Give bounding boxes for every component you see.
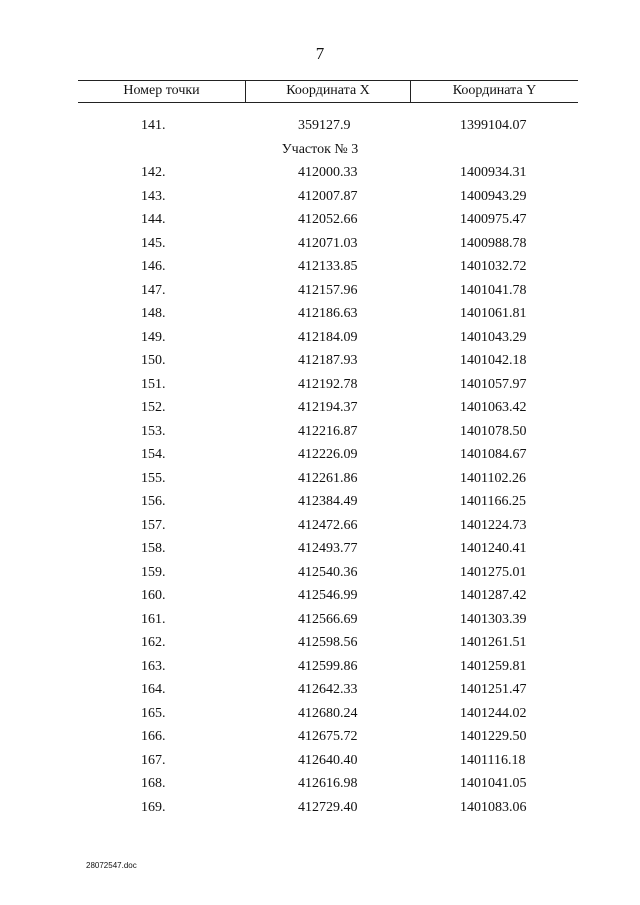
table-row bbox=[0, 255, 640, 279]
table-row bbox=[0, 420, 640, 444]
point-number: 166. bbox=[141, 729, 166, 744]
coordinate-x: 412261.86 bbox=[298, 470, 358, 486]
point-number: 160. bbox=[141, 588, 166, 603]
table-row bbox=[0, 725, 640, 749]
coordinate-y: 1401303.39 bbox=[460, 611, 527, 627]
coordinate-x: 412598.56 bbox=[298, 635, 358, 650]
point-number: 149. bbox=[141, 329, 166, 345]
point-number: 169. bbox=[141, 799, 166, 815]
coordinate-x: 412472.66 bbox=[298, 517, 358, 533]
point-number: 152. bbox=[141, 400, 166, 415]
point-number: 153. bbox=[141, 423, 166, 439]
coordinate-y: 1401078.50 bbox=[460, 423, 527, 439]
point-number: 145. bbox=[141, 235, 166, 251]
coordinate-y: 1401102.26 bbox=[460, 470, 526, 486]
coordinate-x: 412184.09 bbox=[298, 329, 358, 345]
point-number: 155. bbox=[141, 470, 166, 486]
point-number: 162. bbox=[141, 635, 166, 650]
document-footer: 28072547.doc bbox=[86, 861, 137, 870]
table-row bbox=[0, 326, 640, 350]
point-number: 141. bbox=[141, 118, 166, 133]
coordinate-y: 1401287.42 bbox=[460, 588, 527, 603]
coordinate-y: 1401229.50 bbox=[460, 729, 527, 744]
coordinate-x: 412000.33 bbox=[298, 165, 358, 180]
point-number: 164. bbox=[141, 682, 166, 697]
point-number: 148. bbox=[141, 306, 166, 321]
coordinate-y: 1399104.07 bbox=[460, 118, 527, 133]
coordinate-x: 412384.49 bbox=[298, 494, 358, 509]
table-header bbox=[78, 80, 578, 103]
coordinate-x: 412216.87 bbox=[298, 423, 358, 439]
table-row bbox=[0, 467, 640, 491]
header-coordinate-y: Координата Y bbox=[410, 81, 578, 102]
coordinate-y: 1401224.73 bbox=[460, 517, 527, 533]
coordinate-y: 1401043.29 bbox=[460, 329, 527, 345]
point-number: 159. bbox=[141, 564, 166, 580]
table-row bbox=[0, 702, 640, 726]
table-row bbox=[0, 232, 640, 256]
table-row bbox=[0, 396, 640, 420]
coordinate-x: 412675.72 bbox=[298, 729, 358, 744]
coordinate-x: 412546.99 bbox=[298, 588, 358, 603]
coordinate-x: 412540.36 bbox=[298, 564, 358, 580]
table-body bbox=[0, 114, 640, 819]
coordinate-x: 412599.86 bbox=[298, 658, 358, 674]
coordinate-y: 1401041.05 bbox=[460, 776, 527, 791]
table-row bbox=[0, 608, 640, 632]
table-row bbox=[0, 208, 640, 232]
coordinate-x: 412640.40 bbox=[298, 752, 358, 768]
table-row bbox=[0, 161, 640, 185]
page-number: 7 bbox=[315, 44, 325, 63]
coordinate-x: 359127.9 bbox=[298, 118, 351, 133]
coordinate-x: 412192.78 bbox=[298, 376, 358, 392]
coordinate-y: 1400988.78 bbox=[460, 235, 527, 251]
coordinate-y: 1401240.41 bbox=[460, 541, 527, 556]
coordinate-y: 1401032.72 bbox=[460, 259, 527, 274]
coordinate-x: 412642.33 bbox=[298, 682, 358, 697]
table-row bbox=[0, 373, 640, 397]
point-number: 154. bbox=[141, 447, 166, 462]
coordinate-x: 412187.93 bbox=[298, 353, 358, 368]
point-number: 142. bbox=[141, 165, 166, 180]
point-number: 165. bbox=[141, 705, 166, 721]
coordinate-y: 1401259.81 bbox=[460, 658, 527, 674]
point-number: 144. bbox=[141, 212, 166, 227]
coordinate-y: 1401116.18 bbox=[460, 752, 526, 768]
section-title: Участок № 3 bbox=[281, 141, 359, 157]
table-row bbox=[0, 678, 640, 702]
coordinate-y: 1401041.78 bbox=[460, 282, 527, 298]
coordinate-y: 1400943.29 bbox=[460, 188, 527, 204]
coordinate-x: 412729.40 bbox=[298, 799, 358, 815]
table-row bbox=[0, 514, 640, 538]
coordinate-x: 412052.66 bbox=[298, 212, 358, 227]
coordinate-y: 1401084.67 bbox=[460, 447, 527, 462]
coordinate-y: 1401057.97 bbox=[460, 376, 527, 392]
table-row bbox=[0, 796, 640, 820]
coordinate-x: 412680.24 bbox=[298, 705, 358, 721]
header-point-number: Номер точки bbox=[123, 83, 200, 98]
coordinate-x: 412616.98 bbox=[298, 776, 358, 791]
header-coordinate-x: Координата X bbox=[245, 81, 410, 102]
table-row bbox=[0, 749, 640, 773]
table-row bbox=[0, 349, 640, 373]
table-row bbox=[0, 114, 640, 138]
coordinate-y: 1400934.31 bbox=[460, 165, 527, 180]
table-row bbox=[0, 490, 640, 514]
coordinate-y: 1401244.02 bbox=[460, 705, 527, 721]
coordinate-y: 1401166.25 bbox=[460, 494, 526, 509]
coordinate-x: 412186.63 bbox=[298, 306, 358, 321]
coordinate-x: 412157.96 bbox=[298, 282, 358, 298]
point-number: 151. bbox=[141, 376, 166, 392]
point-number: 163. bbox=[141, 658, 166, 674]
point-number: 168. bbox=[141, 776, 166, 791]
coordinate-x: 412194.37 bbox=[298, 400, 358, 415]
coordinate-x: 412007.87 bbox=[298, 188, 358, 204]
point-number: 167. bbox=[141, 752, 166, 768]
coordinate-x: 412133.85 bbox=[298, 259, 358, 274]
coordinate-x: 412566.69 bbox=[298, 611, 358, 627]
point-number: 147. bbox=[141, 282, 166, 298]
point-number: 158. bbox=[141, 541, 166, 556]
table-row bbox=[0, 561, 640, 585]
coordinate-y: 1401042.18 bbox=[460, 353, 527, 368]
point-number: 161. bbox=[141, 611, 166, 627]
coordinate-x: 412071.03 bbox=[298, 235, 358, 251]
coordinate-y: 1401063.42 bbox=[460, 400, 527, 415]
coordinate-y: 1400975.47 bbox=[460, 212, 527, 227]
coordinate-y: 1401061.81 bbox=[460, 306, 527, 321]
point-number: 156. bbox=[141, 494, 166, 509]
coordinate-y: 1401251.47 bbox=[460, 682, 527, 697]
coordinate-y: 1401275.01 bbox=[460, 564, 527, 580]
section-title-row bbox=[0, 138, 640, 162]
table-row bbox=[0, 772, 640, 796]
point-number: 157. bbox=[141, 517, 166, 533]
coordinate-x: 412226.09 bbox=[298, 447, 358, 462]
coordinate-y: 1401261.51 bbox=[460, 635, 527, 650]
point-number: 143. bbox=[141, 188, 166, 204]
table-row bbox=[0, 655, 640, 679]
point-number: 146. bbox=[141, 259, 166, 274]
table-row bbox=[0, 537, 640, 561]
point-number: 150. bbox=[141, 353, 166, 368]
table-row bbox=[0, 302, 640, 326]
table-row bbox=[0, 443, 640, 467]
coordinate-y: 1401083.06 bbox=[460, 799, 527, 815]
coordinate-x: 412493.77 bbox=[298, 541, 358, 556]
table-row bbox=[0, 584, 640, 608]
table-row bbox=[0, 185, 640, 209]
table-row bbox=[0, 279, 640, 303]
table-row bbox=[0, 631, 640, 655]
